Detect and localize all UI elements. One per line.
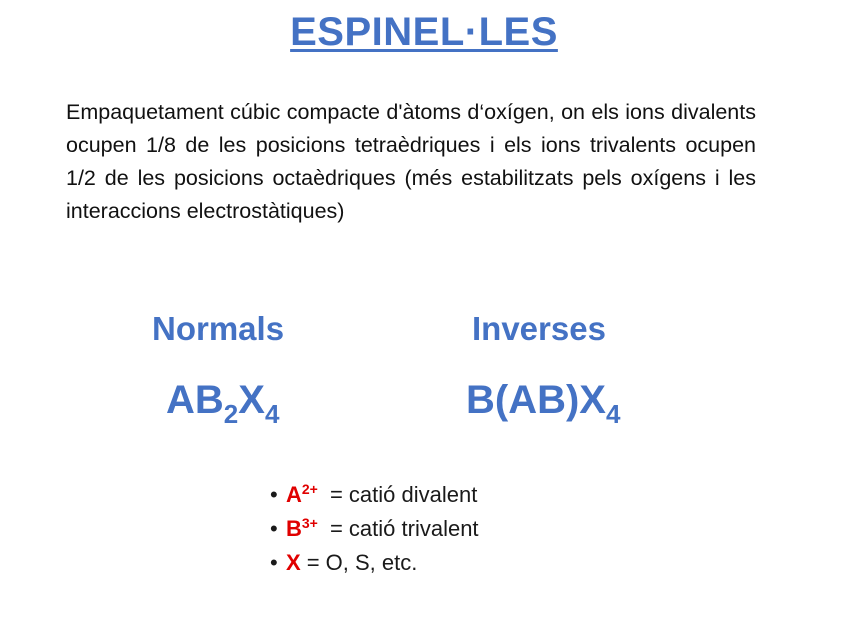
description-paragraph: Empaquetament cúbic compacte d'àtoms d‘oxígen, on els ions divalents ocupen 1/8 de les posicions tetraèdriques i els ions trivalents ocupen 1/2 de les posicions octaèdriques (més estabilitzats pels oxígens i les interaccions electrostàtiques): [66, 100, 756, 223]
legend-symbol: [286, 550, 301, 575]
formula-subscript: 4: [264, 399, 280, 429]
normal-spinel-formula: [166, 378, 280, 429]
bullet: •: [270, 516, 278, 541]
legend-symbol: [286, 516, 318, 541]
legend-item-b: [270, 512, 479, 546]
symbol-charge: 3+: [301, 515, 318, 531]
inverse-spinel-formula: [466, 378, 621, 429]
bullet: •: [270, 550, 278, 575]
legend-text: = catió divalent: [323, 482, 478, 507]
legend-item-a: [270, 478, 479, 512]
symbol-letter: A: [286, 482, 302, 507]
formula-part: B(AB)X: [466, 378, 606, 422]
formula-part: X: [238, 378, 265, 422]
legend-text: = O, S, etc.: [306, 550, 418, 575]
inverses-heading: Inverses: [472, 310, 606, 347]
symbol-letter: B: [286, 516, 302, 541]
legend-list: [270, 478, 479, 580]
normals-heading: Normals: [152, 310, 285, 347]
symbol-letter: X: [286, 550, 301, 575]
legend-item-x: [270, 546, 479, 580]
formula-subscript: 2: [223, 399, 239, 429]
formula-part: AB: [166, 378, 224, 422]
formula-subscript: 4: [605, 399, 621, 429]
symbol-charge: 2+: [301, 481, 318, 497]
legend-text: = catió trivalent: [323, 516, 479, 541]
legend-symbol: [286, 482, 318, 507]
page-title: ESPINEL·LES: [290, 10, 558, 54]
bullet: •: [270, 482, 278, 507]
